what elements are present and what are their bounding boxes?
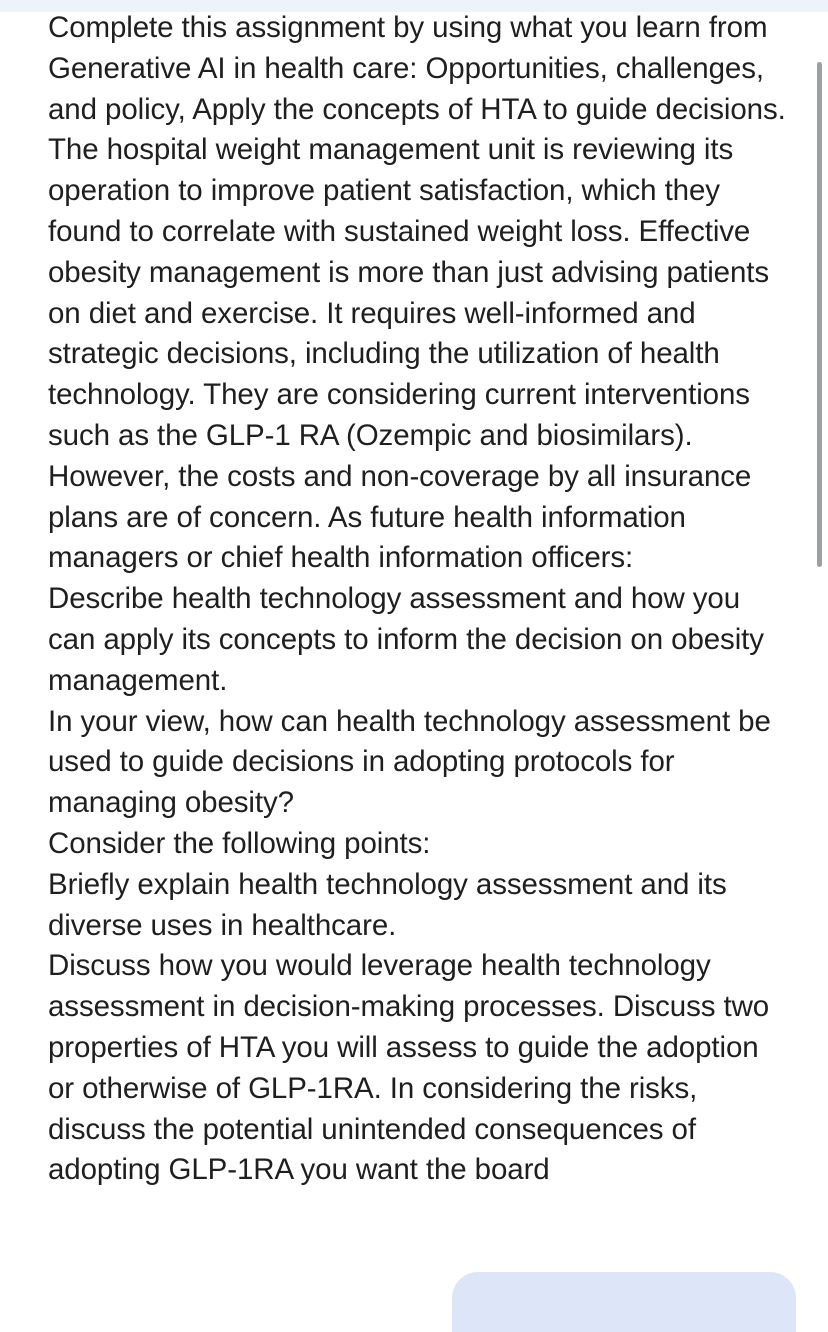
- scenario-paragraph: The hospital weight management unit is reviewing its operation to improve patient satisfaction, which they found to correlate with sustained weight loss. Effective obesity management is more than just advising patients on diet and exercise. It requires well-informed and strategic decisions, including the utilization of health technology. They are considering current interventions such as the GLP-1 RA (Ozempic and biosimilars). However, the costs and non-coverage by all insurance plans are of concern. As future health information managers or chief health information officers:: [48, 133, 770, 575]
- intro-paragraph: Complete this assignment by using what you learn from Generative AI in health care: Opportunities, challenges, and policy, Apply the concepts of HTA to guide decisions.: [48, 11, 786, 126]
- point-leverage-hta: Discuss how you would leverage health technology assessment in decision-making processes. Discuss two properties of HTA you will assess to guide the adoption or otherwise of GLP-1RA. In considering the risks, discuss the potential unintended consequences of adopting GLP-1RA you want the board: [48, 949, 770, 1187]
- task-view-question: In your view, how can health technology assessment be used to guide decisions in adopting protocols for managing obesity?: [48, 704, 771, 820]
- point-explain-hta: Briefly explain health technology assessment and its diverse uses in healthcare.: [48, 867, 727, 942]
- floating-action-button[interactable]: [452, 1272, 796, 1332]
- scrollbar-thumb[interactable]: [817, 62, 822, 567]
- document-body: [48, 8, 788, 1191]
- task-describe-hta: Describe health technology assessment and how you can apply its concepts to inform the decision on obesity management.: [48, 582, 764, 697]
- consider-points-heading: Consider the following points:: [48, 826, 431, 860]
